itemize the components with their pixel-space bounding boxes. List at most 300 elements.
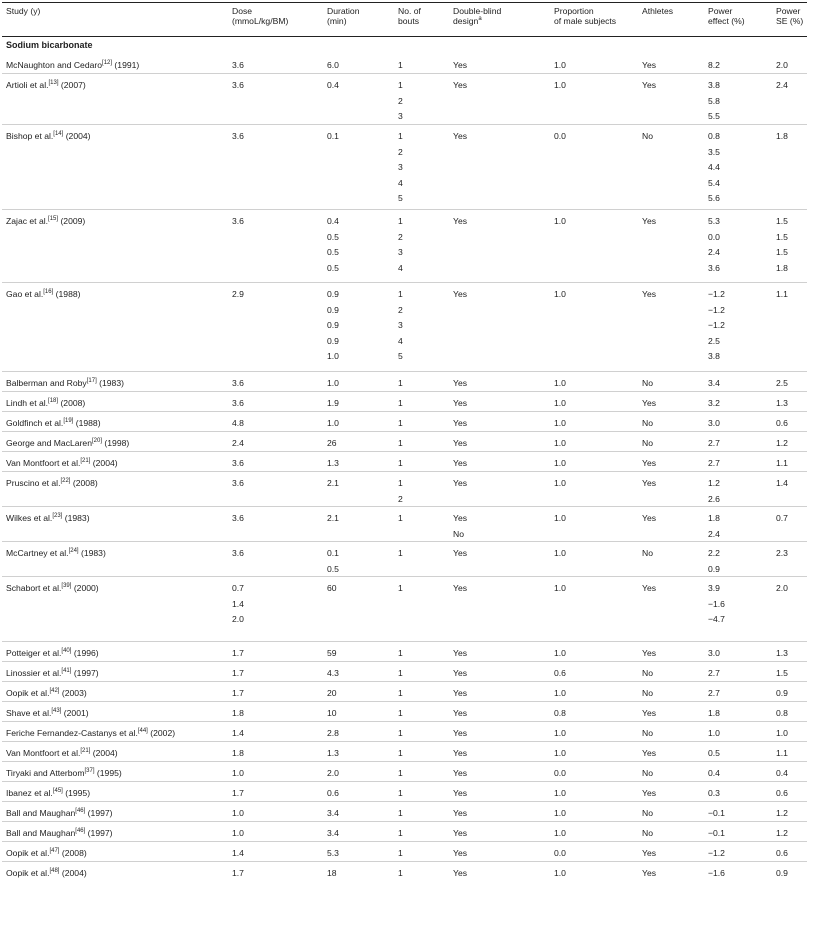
study-year: (2004) bbox=[59, 868, 87, 878]
study-year: (1997) bbox=[85, 828, 113, 838]
cell-value: 3.0 bbox=[708, 418, 720, 428]
cell-dose bbox=[232, 868, 244, 884]
cell-value: 1.0 bbox=[554, 788, 566, 798]
header-power-effect-line bbox=[708, 16, 745, 26]
cell-value: 1 bbox=[398, 478, 403, 488]
cell-value: 0.9 bbox=[776, 688, 788, 698]
cell-value: Yes bbox=[453, 131, 468, 141]
cell-athletes bbox=[642, 513, 656, 529]
cell-value: 3.8 bbox=[708, 351, 720, 362]
row-divider bbox=[2, 661, 807, 662]
cell-value: 26 bbox=[327, 438, 337, 448]
cell-study bbox=[6, 808, 113, 818]
cell-value: 0.5 bbox=[327, 247, 339, 258]
cell-value: 1.5 bbox=[776, 231, 788, 242]
cell-value: 0.4 bbox=[327, 80, 339, 90]
header-power-effect bbox=[708, 6, 745, 27]
cell-value: 5.8 bbox=[708, 95, 720, 106]
cell-power-effect bbox=[708, 548, 720, 579]
cell-value: 5.3 bbox=[327, 848, 339, 858]
study-author: Tiryaki and Atterbom bbox=[6, 768, 85, 778]
cell-value: 1.3 bbox=[776, 398, 788, 408]
study-reference: [46] bbox=[75, 828, 86, 835]
header-text: Dose bbox=[232, 6, 253, 16]
cell-power-se bbox=[776, 478, 788, 494]
cell-athletes bbox=[642, 478, 656, 494]
cell-value: 2.7 bbox=[708, 438, 720, 448]
cell-study bbox=[6, 378, 124, 388]
cell-double-blind bbox=[453, 478, 467, 494]
cell-value: 1.0 bbox=[554, 378, 566, 388]
cell-value: 3.6 bbox=[232, 458, 244, 468]
header-footnote-marker: a bbox=[478, 16, 482, 23]
cell-value: 0.8 bbox=[554, 708, 566, 718]
cell-study bbox=[6, 668, 99, 678]
study-reference: [44] bbox=[137, 728, 148, 735]
cell-value: 1.0 bbox=[327, 351, 339, 362]
cell-value: 1.4 bbox=[776, 478, 788, 488]
row-divider bbox=[2, 73, 807, 74]
cell-value: Yes bbox=[453, 848, 468, 858]
cell-value: Yes bbox=[453, 378, 468, 388]
cell-value: 4.4 bbox=[708, 162, 720, 173]
cell-value: 1.0 bbox=[232, 828, 244, 838]
cell-power-effect bbox=[708, 216, 720, 278]
study-author: Potteiger et al. bbox=[6, 648, 62, 658]
row-divider bbox=[2, 124, 807, 125]
cell-study bbox=[6, 80, 86, 90]
cell-bouts bbox=[398, 868, 403, 884]
cell-value: 1.1 bbox=[776, 289, 788, 299]
cell-duration bbox=[327, 513, 339, 529]
cell-value: Yes bbox=[642, 648, 657, 658]
cell-athletes bbox=[642, 216, 656, 232]
cell-value: 1.8 bbox=[776, 262, 788, 273]
cell-study bbox=[6, 513, 90, 523]
cell-study bbox=[6, 708, 89, 718]
cell-value: Yes bbox=[453, 828, 468, 838]
cell-value: 2.4 bbox=[708, 528, 720, 539]
cell-value: 0.1 bbox=[327, 131, 339, 141]
cell-value: 1.2 bbox=[708, 478, 720, 488]
cell-study bbox=[6, 868, 87, 878]
study-year: (2001) bbox=[61, 708, 89, 718]
cell-value: 1.4 bbox=[232, 728, 244, 738]
study-author: Van Montfoort et al. bbox=[6, 748, 81, 758]
cell-power-se bbox=[776, 513, 788, 529]
study-year: (1983) bbox=[78, 548, 106, 558]
cell-value: 1.0 bbox=[554, 398, 566, 408]
cell-value: 2.4 bbox=[708, 247, 720, 258]
cell-value: Yes bbox=[453, 748, 468, 758]
study-reference: [47] bbox=[49, 848, 60, 855]
cell-value: Yes bbox=[453, 398, 468, 408]
cell-value: 1 bbox=[398, 728, 403, 738]
cell-value: 1.0 bbox=[776, 728, 788, 738]
cell-athletes bbox=[642, 131, 653, 147]
cell-value: −1.2 bbox=[708, 304, 725, 315]
study-year: (1995) bbox=[62, 788, 91, 798]
cell-value: Yes bbox=[642, 478, 657, 488]
cell-value: 3.2 bbox=[708, 398, 720, 408]
study-author: Wilkes et al. bbox=[6, 513, 53, 523]
cell-proportion bbox=[554, 131, 566, 147]
study-reference: [41] bbox=[61, 668, 72, 675]
header-athletes-line bbox=[642, 6, 673, 16]
cell-value: 1.5 bbox=[776, 216, 788, 226]
row-divider bbox=[2, 282, 807, 283]
cell-athletes bbox=[642, 80, 656, 96]
row-divider bbox=[2, 209, 807, 210]
cell-value: 0.9 bbox=[708, 563, 720, 574]
header-duration-line bbox=[327, 6, 359, 16]
cell-value: 2.0 bbox=[776, 583, 788, 593]
header-athletes bbox=[642, 6, 673, 16]
cell-value: 1.9 bbox=[327, 398, 339, 408]
cell-value: No bbox=[642, 688, 653, 698]
header-double-blind-line bbox=[453, 6, 501, 16]
study-year: (2009) bbox=[58, 216, 86, 226]
cell-value: 0.0 bbox=[554, 848, 566, 858]
cell-value: 1.8 bbox=[708, 513, 720, 523]
cell-study bbox=[6, 438, 129, 448]
cell-duration bbox=[327, 80, 339, 96]
header-text: Power bbox=[708, 6, 733, 16]
cell-proportion bbox=[554, 289, 566, 305]
cell-value: 1.4 bbox=[232, 598, 244, 609]
cell-study bbox=[6, 289, 81, 299]
cell-value: 10 bbox=[327, 708, 337, 718]
cell-value: 60 bbox=[327, 583, 337, 593]
row-divider bbox=[2, 861, 807, 862]
cell-value: 1.0 bbox=[554, 513, 566, 523]
cell-proportion bbox=[554, 513, 566, 529]
study-reference: [45] bbox=[52, 788, 63, 795]
header-text: Study (y) bbox=[6, 6, 41, 16]
cell-value: 1 bbox=[398, 60, 403, 70]
cell-value: 1.0 bbox=[554, 80, 566, 90]
study-year: (2004) bbox=[90, 458, 118, 468]
study-year: (2002) bbox=[147, 728, 176, 738]
cell-value: 0.0 bbox=[554, 768, 566, 778]
cell-value: Yes bbox=[453, 513, 468, 523]
cell-value: 0.5 bbox=[327, 563, 339, 574]
cell-value: 1 bbox=[398, 828, 403, 838]
cell-value: 1.1 bbox=[776, 458, 788, 468]
cell-value: 1.0 bbox=[554, 216, 566, 226]
header-text: of male subjects bbox=[554, 16, 617, 27]
cell-duration bbox=[327, 131, 339, 147]
cell-power-se bbox=[776, 131, 788, 147]
study-author: Zajac et al. bbox=[6, 216, 49, 226]
header-double-blind bbox=[453, 6, 501, 27]
cell-value: Yes bbox=[453, 548, 468, 558]
cell-value: 1.0 bbox=[554, 478, 566, 488]
cell-proportion bbox=[554, 80, 566, 96]
cell-value: 1.0 bbox=[554, 728, 566, 738]
cell-value: 1.0 bbox=[554, 868, 566, 878]
cell-value: 1.8 bbox=[776, 131, 788, 141]
cell-value: 1.0 bbox=[554, 583, 566, 593]
cell-value: 1.8 bbox=[708, 708, 720, 718]
header-duration-line bbox=[327, 16, 359, 26]
header-text: Athletes bbox=[642, 6, 674, 16]
cell-value: 2.2 bbox=[708, 548, 720, 558]
cell-value: 3.6 bbox=[232, 398, 244, 408]
cell-value: No bbox=[642, 548, 653, 558]
study-author: Linossier et al. bbox=[6, 668, 62, 678]
cell-value: Yes bbox=[642, 748, 657, 758]
cell-value: −1.2 bbox=[708, 289, 725, 299]
study-reference: [23] bbox=[52, 513, 63, 520]
cell-value: 1.7 bbox=[232, 788, 244, 798]
study-reference: [43] bbox=[51, 708, 62, 715]
cell-bouts bbox=[398, 478, 403, 509]
cell-value: 1.1 bbox=[776, 748, 788, 758]
row-divider bbox=[2, 371, 807, 372]
row-divider bbox=[2, 741, 807, 742]
header-text: Duration bbox=[327, 6, 360, 16]
cell-value: No bbox=[642, 728, 653, 738]
cell-value: Yes bbox=[453, 728, 468, 738]
cell-value: 1.7 bbox=[232, 868, 244, 878]
cell-value: 0.6 bbox=[776, 418, 788, 428]
cell-value: 0.0 bbox=[708, 231, 720, 242]
header-duration bbox=[327, 6, 359, 27]
cell-value: 1 bbox=[398, 131, 403, 141]
cell-value: Yes bbox=[453, 80, 468, 90]
study-year: (2008) bbox=[70, 478, 98, 488]
cell-value: 4.8 bbox=[232, 418, 244, 428]
study-author: Oopik et al. bbox=[6, 688, 50, 698]
cell-dose bbox=[232, 216, 244, 232]
cell-value: Yes bbox=[453, 788, 468, 798]
study-reference: [24] bbox=[68, 548, 79, 555]
cell-value: 3.6 bbox=[232, 548, 244, 558]
cell-value: 0.4 bbox=[708, 768, 720, 778]
cell-value: 2 bbox=[398, 231, 403, 242]
cell-value: 1.0 bbox=[554, 828, 566, 838]
cell-value: Yes bbox=[453, 478, 468, 488]
cell-value: Yes bbox=[642, 708, 657, 718]
study-reference: [48] bbox=[49, 868, 60, 875]
cell-value: 0.6 bbox=[554, 668, 566, 678]
cell-value: −1.2 bbox=[708, 848, 725, 858]
cell-double-blind bbox=[453, 583, 467, 599]
cell-value: 2.7 bbox=[708, 688, 720, 698]
study-reference: [39] bbox=[61, 583, 72, 590]
cell-athletes bbox=[642, 583, 656, 599]
cell-value: 0.9 bbox=[327, 289, 339, 299]
cell-value: 2.1 bbox=[327, 478, 339, 488]
cell-value: 2.0 bbox=[776, 60, 788, 70]
cell-value: Yes bbox=[642, 289, 657, 299]
cell-power-se bbox=[776, 216, 788, 278]
study-reference: [21] bbox=[80, 748, 91, 755]
cell-study bbox=[6, 748, 118, 758]
header-text: (min) bbox=[327, 16, 347, 27]
row-divider bbox=[2, 411, 807, 412]
cell-value: 0.6 bbox=[327, 788, 339, 798]
study-year: (2004) bbox=[90, 748, 118, 758]
cell-dose bbox=[232, 513, 244, 529]
cell-double-blind bbox=[453, 289, 467, 305]
cell-value: Yes bbox=[642, 583, 657, 593]
cell-value: 2.3 bbox=[776, 548, 788, 558]
cell-value: 1.3 bbox=[327, 458, 339, 468]
cell-power-effect bbox=[708, 289, 725, 367]
study-author: Gao et al. bbox=[6, 289, 44, 299]
cell-value: 1.0 bbox=[554, 418, 566, 428]
cell-value: Yes bbox=[642, 216, 657, 226]
cell-value: 2.0 bbox=[327, 768, 339, 778]
table-header-rule bbox=[2, 36, 807, 37]
cell-value: Yes bbox=[453, 648, 468, 658]
header-bouts-line bbox=[398, 16, 421, 26]
study-year: (2007) bbox=[58, 80, 86, 90]
row-divider bbox=[2, 841, 807, 842]
cell-value: 1.0 bbox=[554, 438, 566, 448]
cell-value: 3.6 bbox=[708, 262, 720, 273]
cell-bouts bbox=[398, 583, 403, 599]
study-author: McNaughton and Cedaro bbox=[6, 60, 103, 70]
cell-study bbox=[6, 788, 90, 798]
cell-value: Yes bbox=[453, 668, 468, 678]
cell-value: 3.8 bbox=[708, 80, 720, 90]
cell-bouts bbox=[398, 513, 403, 529]
cell-value: 1.5 bbox=[776, 668, 788, 678]
study-reference: [16] bbox=[43, 289, 54, 296]
cell-value: 3.5 bbox=[708, 146, 720, 157]
cell-value: 0.9 bbox=[776, 868, 788, 878]
study-year: (2003) bbox=[59, 688, 87, 698]
cell-value: Yes bbox=[642, 868, 657, 878]
cell-value: 3.4 bbox=[327, 828, 339, 838]
study-year: (1983) bbox=[96, 378, 124, 388]
study-reference: [37] bbox=[84, 768, 95, 775]
cell-value: No bbox=[642, 828, 653, 838]
cell-duration bbox=[327, 478, 339, 494]
cell-value: 2.6 bbox=[708, 493, 720, 504]
cell-value: 1.7 bbox=[232, 648, 244, 658]
header-power-se-line bbox=[776, 16, 803, 26]
study-reference: [15] bbox=[48, 216, 59, 223]
row-divider bbox=[2, 801, 807, 802]
cell-value: 59 bbox=[327, 648, 337, 658]
cell-value: 1.8 bbox=[232, 748, 244, 758]
cell-value: Yes bbox=[453, 216, 468, 226]
cell-power-effect bbox=[708, 583, 725, 630]
cell-value: −4.7 bbox=[708, 614, 725, 625]
cell-value: 4 bbox=[398, 262, 403, 273]
row-divider bbox=[2, 721, 807, 722]
cell-power-se bbox=[776, 289, 788, 305]
cell-value: No bbox=[642, 668, 653, 678]
cell-value: Yes bbox=[642, 788, 657, 798]
cell-value: 1.3 bbox=[776, 648, 788, 658]
cell-value: 1.5 bbox=[776, 247, 788, 258]
cell-dose bbox=[232, 289, 244, 305]
cell-value: 3 bbox=[398, 247, 403, 258]
cell-value: 1.7 bbox=[232, 668, 244, 678]
study-author: Oopik et al. bbox=[6, 868, 50, 878]
study-year: (2008) bbox=[59, 848, 87, 858]
header-text: SE (%) bbox=[776, 16, 804, 27]
cell-value: 1 bbox=[398, 548, 403, 558]
header-text: (mmoL/kg/BM) bbox=[232, 16, 289, 27]
row-divider bbox=[2, 451, 807, 452]
study-year: (1988) bbox=[73, 418, 101, 428]
cell-value: 1 bbox=[398, 438, 403, 448]
cell-value: 1 bbox=[398, 848, 403, 858]
study-year: (1991) bbox=[112, 60, 140, 70]
cell-double-blind bbox=[453, 80, 467, 96]
cell-value: 0.3 bbox=[708, 788, 720, 798]
cell-study bbox=[6, 60, 139, 70]
cell-bouts bbox=[398, 80, 403, 127]
row-divider bbox=[2, 821, 807, 822]
cell-value: 0.7 bbox=[232, 583, 244, 593]
cell-value: 2.7 bbox=[708, 458, 720, 468]
study-author: Ibanez et al. bbox=[6, 788, 53, 798]
cell-athletes bbox=[642, 289, 656, 305]
header-power-se bbox=[776, 6, 803, 27]
cell-value: Yes bbox=[453, 708, 468, 718]
cell-value: 5.3 bbox=[708, 216, 720, 226]
cell-study bbox=[6, 418, 101, 428]
cell-value: No bbox=[642, 438, 653, 448]
row-divider bbox=[2, 576, 807, 577]
cell-value: 1 bbox=[398, 748, 403, 758]
study-author: Shave et al. bbox=[6, 708, 52, 718]
header-text: design bbox=[453, 16, 479, 27]
cell-value: 1.0 bbox=[232, 808, 244, 818]
study-year: (2008) bbox=[58, 398, 86, 408]
header-power-se-line bbox=[776, 6, 803, 16]
cell-value: 0.4 bbox=[776, 768, 788, 778]
row-divider bbox=[2, 701, 807, 702]
study-reference: [40] bbox=[61, 648, 72, 655]
study-year: (1997) bbox=[71, 668, 99, 678]
study-author: Ball and Maughan bbox=[6, 808, 76, 818]
cell-value: Yes bbox=[453, 438, 468, 448]
cell-value: Yes bbox=[453, 808, 468, 818]
cell-value: 2 bbox=[398, 146, 403, 157]
study-reference: [18] bbox=[48, 398, 59, 405]
cell-value: 1.0 bbox=[232, 768, 244, 778]
cell-value: 2.1 bbox=[327, 513, 339, 523]
cell-value: Yes bbox=[642, 60, 657, 70]
header-study-line bbox=[6, 6, 40, 16]
cell-duration bbox=[327, 548, 339, 579]
study-author: George and MacLaren bbox=[6, 438, 92, 448]
cell-value: 1 bbox=[398, 648, 403, 658]
cell-value: 1 bbox=[398, 418, 403, 428]
cell-value: 2.7 bbox=[708, 668, 720, 678]
cell-value: 1 bbox=[398, 808, 403, 818]
cell-dose bbox=[232, 131, 244, 147]
study-year: (1988) bbox=[53, 289, 81, 299]
cell-athletes bbox=[642, 868, 656, 884]
cell-value: 1.2 bbox=[776, 438, 788, 448]
study-year: (1996) bbox=[71, 648, 99, 658]
study-author: Balberman and Roby bbox=[6, 378, 87, 388]
header-text: effect (%) bbox=[708, 16, 745, 27]
cell-duration bbox=[327, 216, 339, 278]
cell-power-se bbox=[776, 80, 788, 96]
study-reference: [14] bbox=[53, 131, 64, 138]
header-text: bouts bbox=[398, 16, 420, 27]
